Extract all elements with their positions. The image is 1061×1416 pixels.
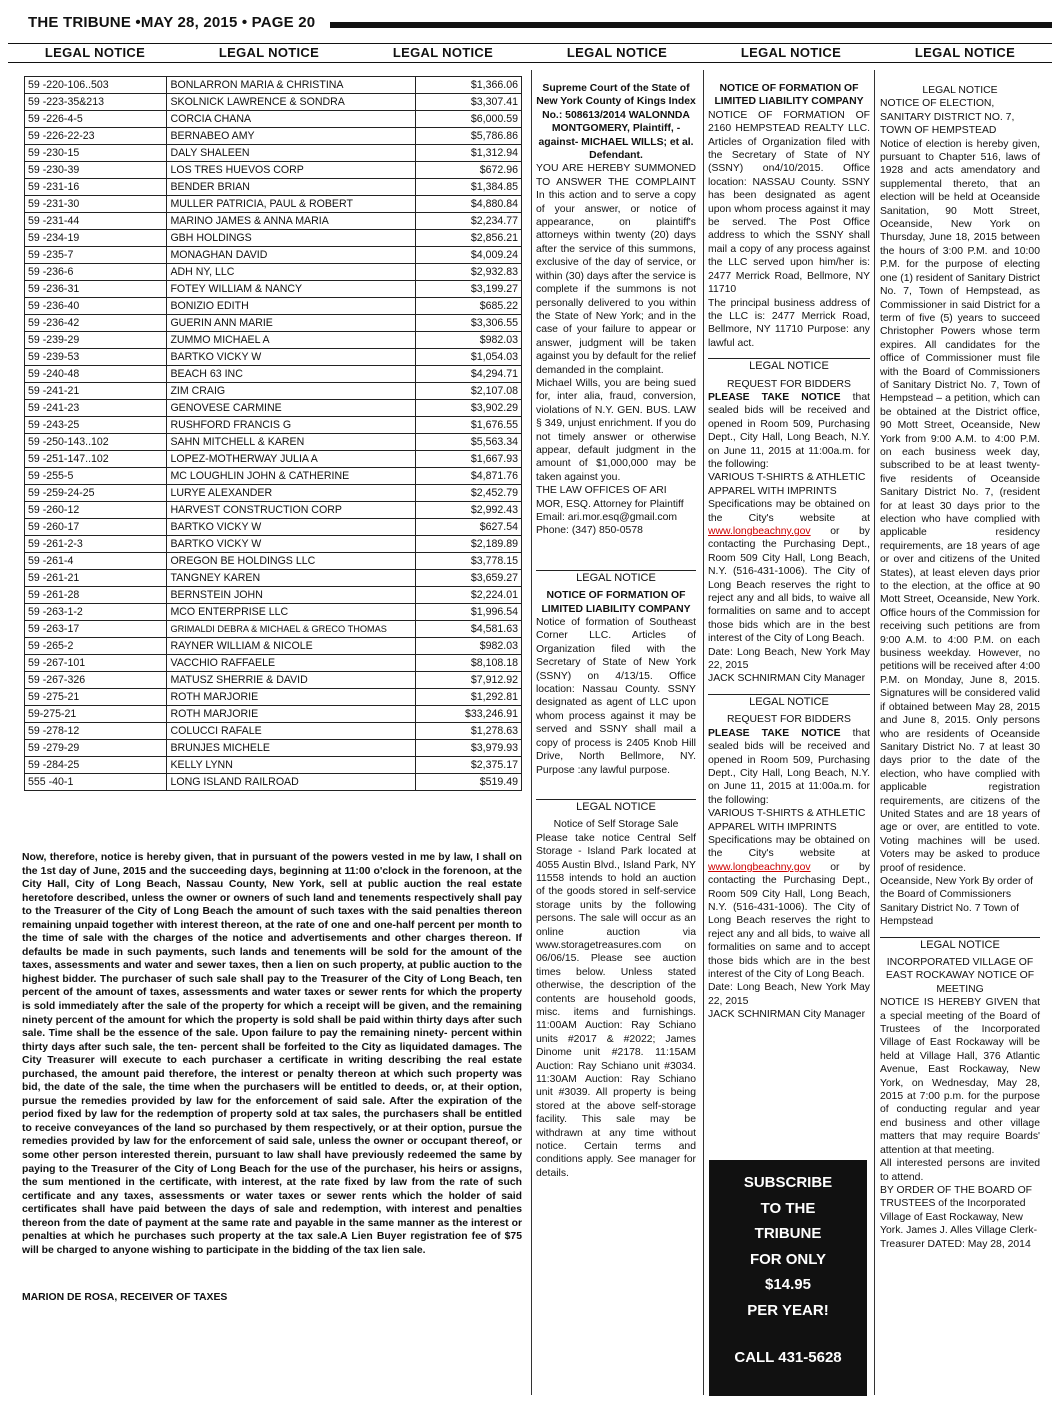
owner-name: LOPEZ-MOTHERWAY JULIA A <box>167 451 416 468</box>
column-divider <box>703 70 704 1395</box>
llc2-body-2: The principal business address of the LLC is: 2477 Merrick Road, Bellmore, NY 11710 Purpose: any lawful act. <box>708 297 870 349</box>
owner-name: HARVEST CONSTRUCTION CORP <box>167 502 416 519</box>
bid-lead: PLEASE TAKE NOTICE <box>708 391 841 403</box>
section-block-lot: 59 -284-25 <box>25 757 167 774</box>
amount-due: $672.96 <box>416 162 522 179</box>
column-header: LEGAL NOTICE <box>44 45 146 60</box>
amount-due: $627.54 <box>416 519 522 536</box>
amount-due: $1,676.55 <box>416 417 522 434</box>
column-divider <box>531 70 532 1395</box>
table-row <box>25 111 522 128</box>
tax-sale-notice: Now, therefore, notice is hereby given, that in pursuant of the powers vested in me by law, I shall on the 1st day of June, 2015 and the succeeding days, beginning at 11:00 o'clock in the forenoon, at the City Hall, City of Long Beach, Nassau County, New York, sell at public auction the real estate heretofore described, unless the owner or owners of such land and tenements respectively shall pay to the Treasurer of the City of Long Beach the amount of such taxes with the said penalties thereon remaining unpaid together with interest thereon, at the rate of one and one-half percent per month to the time of sale with the charges of the notice and advertisements and other charges thereon. If defaults be made in such payments, such lands and tenements will be sold for the amount of the taxes, assessments and water and sewer taxes, then a lien on such property, at public auction to the highest bidder. The purchaser of such sale shall pay to the Treasurer of the City of Long Beach, ten percent of the amount of taxes, assessments and water taxes or sewer rents for which the property is sold immediately after the sale of the property for which a receipt will be given, and the remaining ninety percent of the amount for which the property is sold shall be paid within thirty days after such sale. Time shall be the essence of the sale. Upon failure to pay the remaining ninety- percent within thirty days after such sale, the ten- percent shall be forfeited to the City as liquidated damages. The City Treasurer will execute to each purchaser a certificate in writing describing the real estate purchased, the amount paid therefore, the interest or penalty thereon at which such property was bid, the date of the sale, the time when the purchasers will be entitled to deeds, or, at their option, pursue the remedies provided by law for the enforcement of said sale. After the expiration of the period fixed by law for the redemption of property sold at tax sales, the purchasers shall be entitled to receive conveyances of the land so purchased by them respectively, or at their option, pursue the remedies provided by law for the enforcement of said sale, unless the owner or occupant thereof, or some other person interested therein, pursuant to law shall have previously redeemed the same by paying to the Treasurer of the City of Long Beach for the use of the purchaser, his heirs or assigns, the sum mentioned in the certificate, with interest, at the rate fixed by law from the rate of such certificate and any taxes, assessments or water taxes or sewer rents which the holder of said certificates shall have paid between the days of sale and redemption, with interest and penalties thereon from the date of payment at the same rate and payable in the same manner as the interest or penalties at which he purchases such property at the tax sale.A Lien Buyer registration fee of $75 will be charged to anyone wishing to participate in the bidding of the tax lien sale. <box>22 852 522 1256</box>
table-row <box>25 196 522 213</box>
amount-due: $1,292.81 <box>416 689 522 706</box>
table-row <box>25 757 522 774</box>
table-row <box>25 400 522 417</box>
owner-name: ROTH MARJORIE <box>167 689 416 706</box>
subscribe-phone: CALL 431-5628 <box>734 1349 842 1366</box>
section-block-lot: 59 -259-24-25 <box>25 485 167 502</box>
owner-name: KELLY LYNN <box>167 757 416 774</box>
owner-name: DALY SHALEEN <box>167 145 416 162</box>
section-block-lot: 59 -240-48 <box>25 366 167 383</box>
amount-due: $982.03 <box>416 332 522 349</box>
section-block-lot: 59 -251-147..102 <box>25 451 167 468</box>
masthead-rule <box>330 22 1052 28</box>
section-block-lot: 59 -255-5 <box>25 468 167 485</box>
owner-name: ZIM CRAIG <box>167 383 416 400</box>
owner-name: MARINO JAMES & ANNA MARIA <box>167 213 416 230</box>
subscribe-line: FOR ONLY <box>749 1250 827 1268</box>
bid2-spec-2: or by contacting the Purchasing Dept., Room 509 City Hall, Long Beach, N.Y. (516-431-1006). The City of Long Beach reserves the right to reject any and all bids, to waive all formalities on same and to accept those bids which are in the best interest of the City of Long Beach. <box>708 861 870 980</box>
bid2-signature: JACK SCHNIRMAN City Manager <box>708 1009 866 1021</box>
table-row <box>25 417 522 434</box>
owner-name: OREGON BE HOLDINGS LLC <box>167 553 416 570</box>
table-row <box>25 519 522 536</box>
table-row <box>25 655 522 672</box>
owner-name: BARTKO VICKY W <box>167 349 416 366</box>
table-row <box>25 213 522 230</box>
amount-due: $1,667.93 <box>416 451 522 468</box>
bid2-date: Date: Long Beach, New York May 22, 2015 <box>708 982 870 1007</box>
owner-name: BRUNJES MICHELE <box>167 740 416 757</box>
owner-name: BARTKO VICKY W <box>167 536 416 553</box>
section-block-lot: 59 -267-326 <box>25 672 167 689</box>
section-label: LEGAL NOTICE <box>536 570 696 585</box>
subscribe-line: SUBSCRIBE <box>743 1174 833 1191</box>
amount-due: $1,996.54 <box>416 604 522 621</box>
table-row <box>25 434 522 451</box>
owner-name: MCO ENTERPRISE LLC <box>167 604 416 621</box>
section-block-lot: 59 -223-35&213 <box>25 94 167 111</box>
section-block-lot: 59 -243-25 <box>25 417 167 434</box>
section-label: LEGAL NOTICE <box>880 937 1040 952</box>
meeting-signature: BY ORDER OF THE BOARD OF TRUSTEES of the Incorporated Village of East Rockaway, New York. James J. Alles Village Clerk-Treasurer DATED: May 28, 2014 <box>880 1184 1038 1250</box>
owner-name: ADH NY, LLC <box>167 264 416 281</box>
amount-due: $4,581.63 <box>416 621 522 638</box>
section-block-lot: 59 -261-2-3 <box>25 536 167 553</box>
table-row <box>25 332 522 349</box>
column-divider <box>874 70 875 1395</box>
amount-due: $2,234.77 <box>416 213 522 230</box>
amount-due: $33,246.91 <box>416 706 522 723</box>
section-block-lot: 59 -236-40 <box>25 298 167 315</box>
amount-due: $8,108.18 <box>416 655 522 672</box>
storage-body: Please take notice Central Self Storage - Island Park located at 4055 Austin Blvd., Island Park, NY 11558 intends to hold an auction of the goods stored in self-service storage units by the following persons. The sale will occur as an online auction via www.storagetreasures.com on 06/06/15. Please see auction times below. Unless stated otherwise, the description of the contents are household goods, misc. items and furnishings. 11:00AM Auction: Ray Schiano units #2017 & #2022; James Dinome unit #2178. 11:15AM Auction: Ray Schiano unit #3034. 11:30AM Auction: Ray Schiano unit #3039. All property is being stored at the above self-storage facility. This sale may be withdrawn at any time without notice. Certain terms and conditions apply. See manager for details. <box>536 832 696 1179</box>
owner-name: MONAGHAN DAVID <box>167 247 416 264</box>
amount-due: $1,312.94 <box>416 145 522 162</box>
amount-due: $2,932.83 <box>416 264 522 281</box>
table-row <box>25 94 522 111</box>
llc2-title: NOTICE OF FORMATION OF LIMITED LIABILITY COMPANY <box>714 83 864 108</box>
column-4 <box>708 82 870 1022</box>
section-block-lot: 59 -230-15 <box>25 145 167 162</box>
table-row <box>25 315 522 332</box>
table-row <box>25 485 522 502</box>
section-block-lot: 59 -278-12 <box>25 723 167 740</box>
amount-due: $3,306.55 <box>416 315 522 332</box>
subscribe-ad[interactable] <box>709 1160 867 1396</box>
amount-due: $3,778.15 <box>416 553 522 570</box>
owner-name: GENOVESE CARMINE <box>167 400 416 417</box>
owner-name: BARTKO VICKY W <box>167 519 416 536</box>
owner-name: RUSHFORD FRANCIS G <box>167 417 416 434</box>
table-row <box>25 570 522 587</box>
owner-name: BENDER BRIAN <box>167 179 416 196</box>
table-row <box>25 298 522 315</box>
amount-due: $3,659.27 <box>416 570 522 587</box>
section-label: LEGAL NOTICE <box>708 694 870 709</box>
header-rule <box>8 43 1052 44</box>
owner-name: BEACH 63 INC <box>167 366 416 383</box>
bid-signature: JACK SCHNIRMAN City Manager <box>708 673 866 685</box>
subscribe-price: $14.95 <box>765 1276 811 1293</box>
table-row <box>25 740 522 757</box>
section-block-lot: 59 -234-19 <box>25 230 167 247</box>
amount-due: $3,902.29 <box>416 400 522 417</box>
bid2-item: VARIOUS T-SHIRTS & ATHLETIC APPAREL WITH IMPRINTS <box>708 808 866 833</box>
bid-date: Date: Long Beach, New York May 22, 2015 <box>708 646 870 672</box>
column-header: LEGAL NOTICE <box>392 45 494 60</box>
table-row <box>25 366 522 383</box>
section-block-lot: 59 -261-21 <box>25 570 167 587</box>
table-row <box>25 468 522 485</box>
owner-name: LURYE ALEXANDER <box>167 485 416 502</box>
amount-due: $2,107.08 <box>416 383 522 400</box>
meeting-body: NOTICE IS HEREBY GIVEN that a special meeting of the Board of Trustees of the Incorporated Village of East Rockaway will be held at Village Hall, 376 Atlantic Avenue, East Rockaway, New York, on Wednesday, May 28, 2015 at 7:00 p.m. for the purpose of conducting regular and year end business and other village matters that may require Boards' attention at that meeting. <box>880 997 1040 1156</box>
amount-due: $4,871.76 <box>416 468 522 485</box>
meeting-body-2: All interested persons are invited to attend. <box>880 1158 1040 1183</box>
amount-due: $1,366.06 <box>416 77 522 94</box>
bid2-link[interactable]: www.longbeachny.gov <box>708 861 811 873</box>
amount-due: $2,992.43 <box>416 502 522 519</box>
table-row <box>25 638 522 655</box>
section-block-lot: 59 -241-23 <box>25 400 167 417</box>
owner-name: ZUMMO MICHAEL A <box>167 332 416 349</box>
column-3 <box>536 82 696 1180</box>
section-label: LEGAL NOTICE <box>708 358 870 373</box>
column-headers <box>8 45 1052 60</box>
election-body: Notice of election is hereby given, pursuant to Chapter 516, laws of 1928 and acts amendatory and supplemental thereto, that an election will be held at Oceanside Sanitation, 90 Mott Street, Oceanside, New York on Thursday, June 18, 2015 between the hours of 3:00 P.M. and 10:00 P.M. for the purpose of electing one (1) resident of Sanitary District No. 7, Town of Hempstead, as Commissioner in said District for a term of five (5) years to succeed Christopher Powers whose term expires. All candidates for the office of Commissioner must file with the Board of Commissioners of Sanitary District No. 7, Town of Hempstead – a petition, which can be obtained at the District office, 90 Mott Street, Oceanside, New York from 9:00 A.M. to 4:00 P.M. on each business week day, subscribed to be at least twenty-five residents of Oceanside Sanitary District No. 7, (resident for at least 30 days prior to the election who have complied with applicable residency requirements, are 18 years of age or over and citizens of the United States), at least eleven days prior to the election, at the office at 90 Mott Street, Oceanside, New York. Office hours of the Commission for receiving such petitions are from 9:00 A.M. to 4:00 P.M. on each business weekday. However, no petitions will be received after 4:00 P.M. on Monday, June 8, 2015. Signatures will be considered valid if obtained between May 28, 2015 and June 8, 2015. Only persons who are residents of Oceanside Sanitary District No. 7 at least 30 days prior to the date of the election, who have complied with applicable registration requirements, are citizens of the United States and are 18 years of age or over, are entitled to vote. Voting machines will be used. Voters may be asked to produce proof of residence. <box>880 138 1040 874</box>
table-row <box>25 723 522 740</box>
section-block-lot: 59 -263-17 <box>25 621 167 638</box>
column-5 <box>880 84 1040 1251</box>
section-block-lot: 59 -261-28 <box>25 587 167 604</box>
column-header: LEGAL NOTICE <box>566 45 668 60</box>
owner-name: LOS TRES HUEVOS CORP <box>167 162 416 179</box>
amount-due: $2,189.89 <box>416 536 522 553</box>
section-block-lot: 59-275-21 <box>25 706 167 723</box>
bid2-title: REQUEST FOR BIDDERS <box>727 714 851 726</box>
section-block-lot: 59 -239-29 <box>25 332 167 349</box>
table-row <box>25 77 522 94</box>
amount-due: $3,979.93 <box>416 740 522 757</box>
table-row <box>25 587 522 604</box>
table-row <box>25 264 522 281</box>
column-header: LEGAL NOTICE <box>740 45 842 60</box>
section-block-lot: 59 -261-4 <box>25 553 167 570</box>
table-row <box>25 451 522 468</box>
table-row <box>25 230 522 247</box>
section-block-lot: 59 -241-21 <box>25 383 167 400</box>
court-summons: YOU ARE HEREBY SUMMONED TO ANSWER THE COMPLAINT In this action and to serve a copy of your answer, or notice of appearance, on plaintiff's attorneys within twenty (20) days after the service of this summons, exclusive of the day of service, or within (30) days after the service is complete if the summons is not personally delivered to you within the State of New York; and in the case of your failure to appear or answer, judgment will be taken against you by default for the relief demanded in the complaint. <box>536 163 696 376</box>
section-label: LEGAL NOTICE <box>922 85 998 96</box>
section-block-lot: 59 -231-30 <box>25 196 167 213</box>
table-row <box>25 621 522 638</box>
owner-name: MATUSZ SHERRIE & DAVID <box>167 672 416 689</box>
section-block-lot: 59 -236-6 <box>25 264 167 281</box>
owner-name: LONG ISLAND RAILROAD <box>167 774 416 791</box>
section-block-lot: 59 -220-106..503 <box>25 77 167 94</box>
table-row <box>25 349 522 366</box>
tax-lien-table <box>24 76 522 791</box>
amount-due: $685.22 <box>416 298 522 315</box>
storage-title: Notice of Self Storage Sale <box>553 819 679 831</box>
court-summons-2: Michael Wills, you are being sued for, inter alia, fraud, conversion, violations of N.Y. GEN. BUS. LAW § 349, unjust enrichment. If you do not timely answer or otherwise appear, default judgment in the amount of $1,000,000 may be taken against you. <box>536 377 696 483</box>
section-label: LEGAL NOTICE <box>536 799 696 814</box>
table-row <box>25 774 522 791</box>
meeting-title: INCORPORATED VILLAGE OF EAST ROCKAWAY NOTICE OF MEETING <box>885 957 1035 995</box>
llc-body: Notice of formation of Southeast Corner LLC. Articles of Organization filed with the Secretary of State of New York (SSNY) on 4/13/15. Office location: Nassau County. SSNY designated as agent of LLC upon whom process against it may be served and SSNY shall mail a copy of process is 2405 Knob Hill Drive, North Bellmore, NY. Purpose :any lawful purpose. <box>536 617 696 776</box>
owner-name: VACCHIO RAFFAELE <box>167 655 416 672</box>
table-row <box>25 553 522 570</box>
amount-due: $4,880.84 <box>416 196 522 213</box>
court-attorney: THE LAW OFFICES OF ARI MOR, ESQ. Attorney for Plaintiff Email: ari.mor.esq@gmail.com Phone: (347) 850-0578 <box>536 485 684 537</box>
owner-name: SKOLNICK LAWRENCE & SONDRA <box>167 94 416 111</box>
llc-title: NOTICE OF FORMATION OF LIMITED LIABILITY COMPANY <box>541 590 691 615</box>
bid2-lead: PLEASE TAKE NOTICE <box>708 727 841 739</box>
bid-body: that sealed bids will be received and opened in Room 509, Purchasing Dept., City Hall, Long Beach, N.Y. on June 11, 2015 at 11:00a.m. for the following: <box>708 391 870 470</box>
subscribe-line: TRIBUNE <box>754 1225 822 1242</box>
section-block-lot: 59 -226-22-23 <box>25 128 167 145</box>
bid2-body: that sealed bids will be received and opened in Room 509, Purchasing Dept., City Hall, Long Beach, N.Y. on June 11, 2015 at 11:00a.m. for the following: <box>708 727 870 806</box>
section-block-lot: 59 -236-42 <box>25 315 167 332</box>
column-header: LEGAL NOTICE <box>218 45 320 60</box>
owner-name: SAHN MITCHELL & KAREN <box>167 434 416 451</box>
bid-spec-2: or by contacting the Purchasing Dept., Room 509 City Hall, Long Beach, N.Y. (516-431-1006). The City of Long Beach reserves the right to reject any and all bids, to waive all formalities on same and to accept those bids which are in the best interest of the City of Long Beach. <box>708 526 870 645</box>
owner-name: RAYNER WILLIAM & NICOLE <box>167 638 416 655</box>
section-block-lot: 59 -260-17 <box>25 519 167 536</box>
amount-due: $3,307.41 <box>416 94 522 111</box>
owner-name: ROTH MARJORIE <box>167 706 416 723</box>
header-rule-bottom <box>8 62 1052 63</box>
section-block-lot: 59 -239-53 <box>25 349 167 366</box>
amount-due: $4,009.24 <box>416 247 522 264</box>
owner-name: GRIMALDI DEBRA & MICHAEL & GRECO THOMAS <box>167 621 416 638</box>
owner-name: FOTEY WILLIAM & NANCY <box>167 281 416 298</box>
table-row <box>25 281 522 298</box>
masthead: THE TRIBUNE •MAY 28, 2015 • PAGE 20 <box>28 14 316 31</box>
table-row <box>25 128 522 145</box>
tax-sale-signature: MARION DE ROSA, RECEIVER OF TAXES <box>22 1292 228 1303</box>
bid-title: REQUEST FOR BIDDERS <box>727 378 851 390</box>
section-block-lot: 59 -236-31 <box>25 281 167 298</box>
section-block-lot: 59 -235-7 <box>25 247 167 264</box>
amount-due: $1,384.85 <box>416 179 522 196</box>
owner-name: BERNSTEIN JOHN <box>167 587 416 604</box>
column-header: LEGAL NOTICE <box>914 45 1016 60</box>
section-block-lot: 555 -40-1 <box>25 774 167 791</box>
court-heading: Supreme Court of the State of New York County of Kings Index No.: 508613/2014 WALONNDA MONTGOMERY, Plaintiff, -against- MICHAEL WILLS; et al. Defendant. <box>536 83 696 162</box>
amount-due: $3,199.27 <box>416 281 522 298</box>
section-block-lot: 59 -265-2 <box>25 638 167 655</box>
subscribe-line: PER YEAR! <box>747 1301 829 1319</box>
section-block-lot: 59 -226-4-5 <box>25 111 167 128</box>
election-signature: Oceanside, New York By order of the Board of Commissioners Sanitary District No. 7 Town of Hempstead <box>880 875 1034 928</box>
amount-due: $2,452.79 <box>416 485 522 502</box>
bid2-spec: Specifications may be obtained on the City's website at <box>708 834 870 860</box>
owner-name: BONLARRON MARIA & CHRISTINA <box>167 77 416 94</box>
section-block-lot: 59 -231-44 <box>25 213 167 230</box>
table-row <box>25 383 522 400</box>
section-block-lot: 59 -267-101 <box>25 655 167 672</box>
subscribe-line: TO THE <box>760 1199 816 1217</box>
amount-due: $2,375.17 <box>416 757 522 774</box>
owner-name: GBH HOLDINGS <box>167 230 416 247</box>
owner-name: GUERIN ANN MARIE <box>167 315 416 332</box>
amount-due: $5,563.34 <box>416 434 522 451</box>
owner-name: CORCIA CHANA <box>167 111 416 128</box>
amount-due: $1,278.63 <box>416 723 522 740</box>
owner-name: COLUCCI RAFALE <box>167 723 416 740</box>
amount-due: $982.03 <box>416 638 522 655</box>
section-block-lot: 59 -250-143..102 <box>25 434 167 451</box>
amount-due: $2,224.01 <box>416 587 522 604</box>
amount-due: $1,054.03 <box>416 349 522 366</box>
amount-due: $519.49 <box>416 774 522 791</box>
owner-name: TANGNEY KAREN <box>167 570 416 587</box>
table-row <box>25 706 522 723</box>
section-block-lot: 59 -263-1-2 <box>25 604 167 621</box>
table-row <box>25 604 522 621</box>
owner-name: BERNABEO AMY <box>167 128 416 145</box>
table-row <box>25 145 522 162</box>
section-block-lot: 59 -231-16 <box>25 179 167 196</box>
table-row <box>25 162 522 179</box>
bid-item: VARIOUS T-SHIRTS & ATHLETIC APPAREL WITH IMPRINTS <box>708 472 866 497</box>
amount-due: $2,856.21 <box>416 230 522 247</box>
section-block-lot: 59 -279-29 <box>25 740 167 757</box>
table-row <box>25 247 522 264</box>
llc2-body: NOTICE OF FORMATION OF 2160 HEMPSTEAD REALTY LLC. Articles of Organization filed with the Secretary of State of NY (SSNY) on4/10/2015. Office location: NASSAU County. SSNY has been designated as agent upon whom process against it may be served. The Post Office address to which the SSNY shall mail a copy of any process against the LLC served upon him/her is: 2477 Merrick Road, Bellmore, NY 11710 <box>708 109 870 296</box>
table-row <box>25 689 522 706</box>
section-block-lot: 59 -275-21 <box>25 689 167 706</box>
amount-due: $5,786.86 <box>416 128 522 145</box>
owner-name: BONIZIO EDITH <box>167 298 416 315</box>
table-row <box>25 672 522 689</box>
bid-spec: Specifications may be obtained on the City's website at <box>708 499 870 524</box>
amount-due: $4,294.71 <box>416 366 522 383</box>
section-block-lot: 59 -230-39 <box>25 162 167 179</box>
table-row <box>25 179 522 196</box>
table-row <box>25 536 522 553</box>
election-title: NOTICE OF ELECTION, SANITARY DISTRICT NO. 7, TOWN OF HEMPSTEAD <box>880 98 1015 137</box>
owner-name: MC LOUGHLIN JOHN & CATHERINE <box>167 468 416 485</box>
amount-due: $7,912.92 <box>416 672 522 689</box>
amount-due: $6,000.59 <box>416 111 522 128</box>
bid-link[interactable]: www.longbeachny.gov <box>708 526 811 537</box>
table-row <box>25 502 522 519</box>
owner-name: MULLER PATRICIA, PAUL & ROBERT <box>167 196 416 213</box>
section-block-lot: 59 -260-12 <box>25 502 167 519</box>
